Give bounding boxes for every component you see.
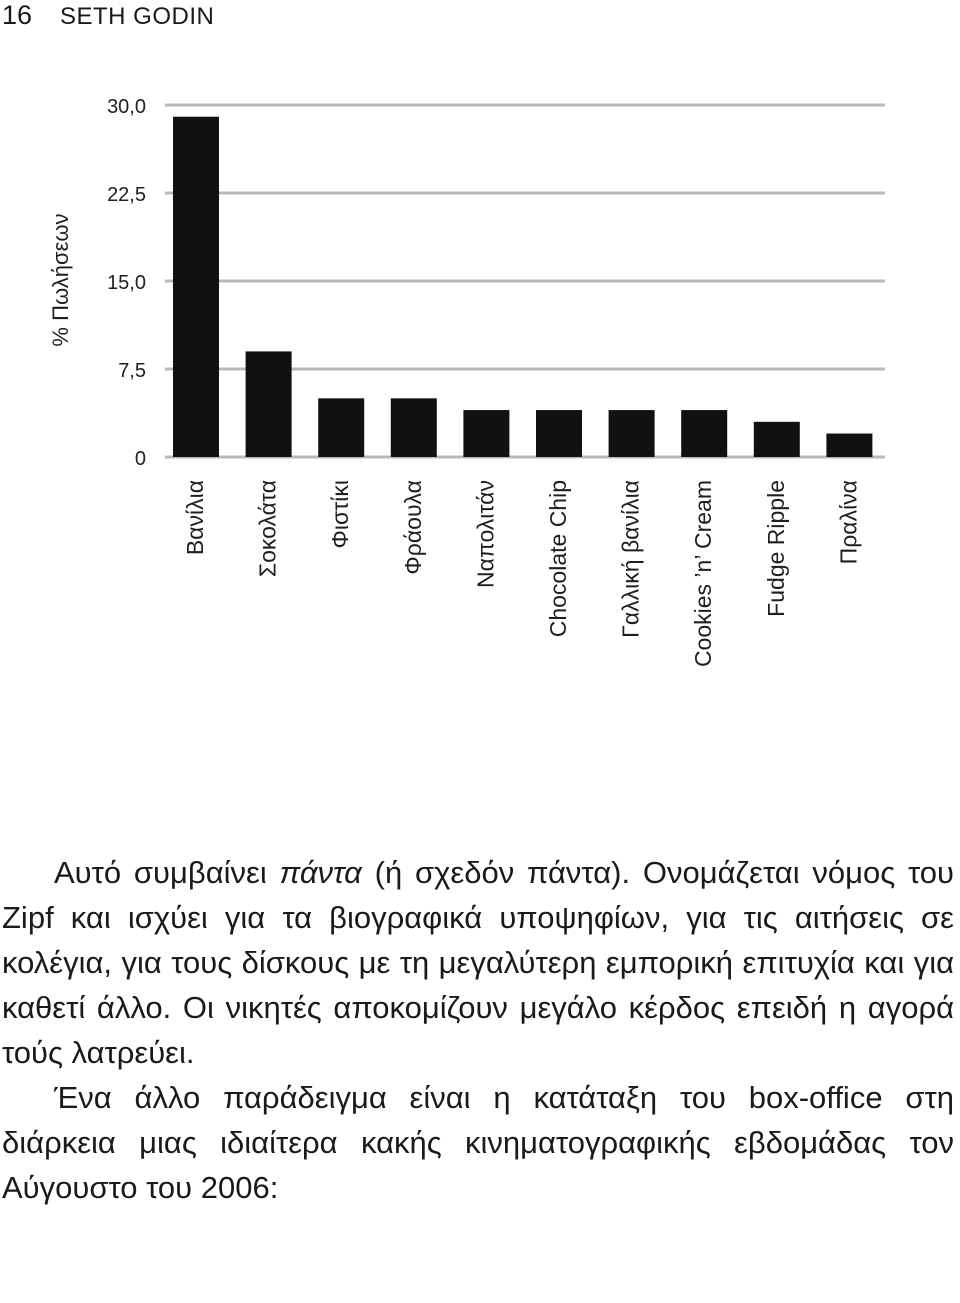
paragraph-1 (2, 850, 954, 1075)
body-text (2, 850, 954, 1210)
y-tick-labels (107, 96, 146, 470)
x-tick-label: Γαλλική βανίλια (617, 480, 644, 638)
bar-chart (0, 80, 960, 740)
x-tick-label: Φιστίκι (327, 480, 354, 549)
paragraph-1-rest: (ή σχεδόν πάντα). Ονομάζεται νόμος του Zipf και ισχύει για τα βιογραφικά υποψηφίων, για τις αιτήσεις σε κολέγια, για τους δίσκους με τη μεγαλύτερη εμπορική επιτυχία και για καθετί άλλο. Οι νικητές αποκομίζουν μεγάλο κέρδος επειδή η αγορά τούς λατρεύει. (2, 855, 954, 1070)
y-axis-label: % Πωλήσεων (48, 213, 73, 347)
running-head-author: SETH GODIN (60, 3, 215, 30)
x-tick-label: Chocolate Chip (545, 480, 571, 638)
x-tick-label: Σοκολάτα (254, 480, 281, 578)
x-tick-label: Πραλίνα (835, 480, 862, 565)
bar (681, 410, 727, 457)
bar (536, 410, 582, 457)
x-tick-label: Cookies ’n’ Cream (690, 480, 717, 668)
x-tick-label: Ναπολιτάν (472, 480, 499, 588)
bar (391, 398, 437, 457)
y-tick-label: 7,5 (118, 360, 146, 382)
paragraph-1-start: Αυτό συμβαίνει (54, 855, 280, 890)
x-tick-label: Φράουλα (399, 480, 426, 575)
bar (754, 422, 800, 457)
y-tick-label: 30,0 (107, 96, 146, 118)
page-number: 16 (2, 0, 33, 30)
x-tick-label: Βανίλια (182, 480, 208, 556)
paragraph-2: Ένα άλλο παράδειγμα είναι η κατάταξη του box-office στη διάρκεια μιας ιδιαίτερα κακής κινηματογραφικής εβδομάδας τον Αύγουστο του 2006: (2, 1080, 954, 1205)
page-header (0, 0, 960, 34)
x-tick-labels (182, 480, 861, 667)
y-tick-label: 22,5 (107, 184, 146, 206)
bar (246, 351, 292, 457)
chart-bars (173, 117, 872, 457)
x-tick-label: Fudge Ripple (762, 480, 789, 617)
bar (463, 410, 509, 457)
bar (173, 117, 219, 457)
bar (609, 410, 655, 457)
emphasis-always: πάντα (279, 855, 362, 890)
bar (826, 434, 872, 457)
y-tick-label: 0 (134, 448, 146, 470)
bar (318, 398, 364, 457)
y-tick-label: 15,0 (107, 272, 146, 294)
